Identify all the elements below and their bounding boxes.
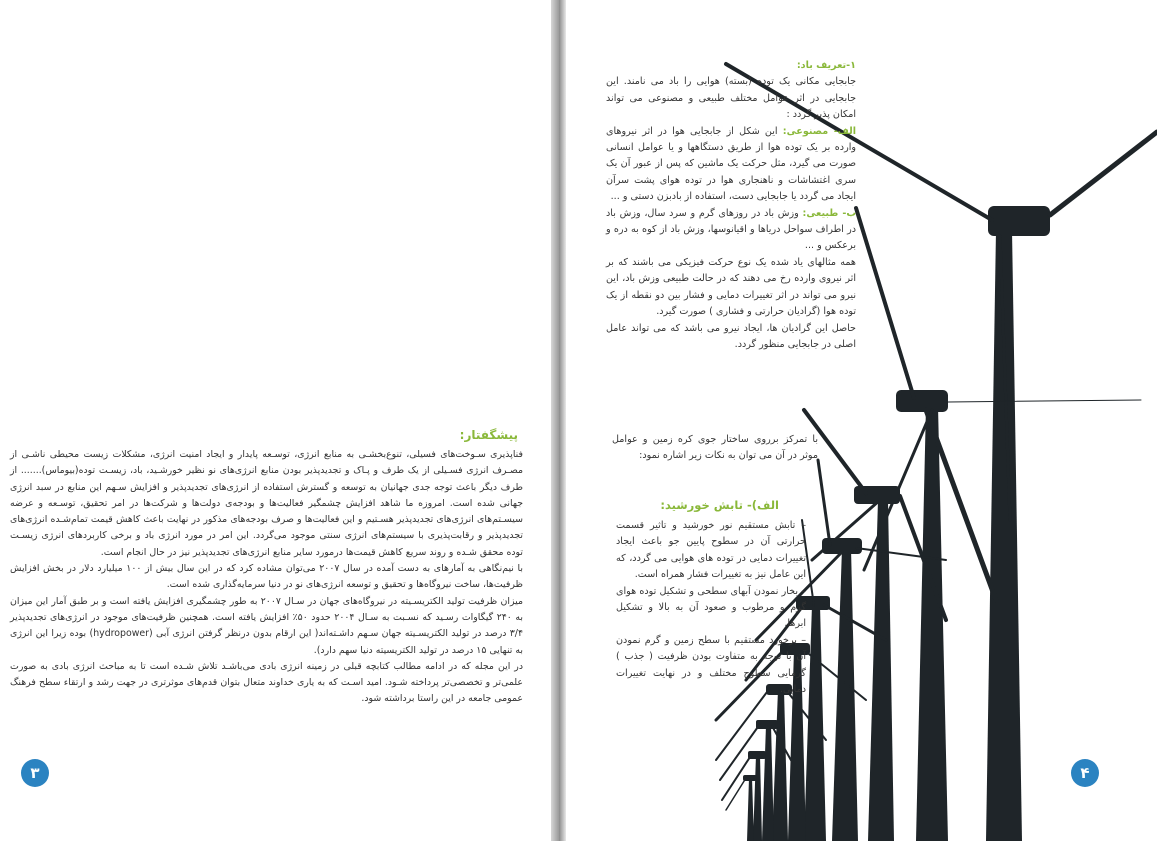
right-page xyxy=(566,0,1157,841)
artificial-label: الف- مصنوعی: xyxy=(782,125,856,137)
page-number-badge: ۳ xyxy=(21,759,49,787)
section-title: پیشگفتار: xyxy=(459,428,518,442)
force-paragraph: همه مثالهای یاد شده یک نوع حرکت فیزیکی می باشند که بر اثر نیروی وارده رخ می دهند که در حالت طبیعی وزش باد، این نیرو می تواند در اثر تغییرات دمایی و فشار بین دو نقطه از یک توده هوا (گرادیان حرارتی و فشاری ) صورت گیرد. xyxy=(606,256,856,318)
wind-definition xyxy=(606,58,856,353)
intro-body xyxy=(10,447,523,708)
gradient-paragraph: حاصل این گرادیان ها، ایجاد نیرو می باشد که می تواند عامل اصلی در جابجایی منظور گردد. xyxy=(606,322,856,350)
definition-title: ۱-تعریف باد: xyxy=(796,60,856,71)
solar-list xyxy=(616,518,806,698)
book-gutter xyxy=(559,0,566,841)
list-item: – بخار نمودن آبهای سطحی و تشکیل توده هوای گرم و مرطوب و صعود آن به بالا و تشکیل ابرها. xyxy=(616,585,806,630)
artificial-text: این شکل از جابجایی هوا در اثر نیروهای وارده بر یک توده هوا از طریق دستگاهها و یا عوامل انسانی صورت می گیرد، مثل حرکت یک ماشین که پس از عبور آن یک سری اغتشاشات و ناهنجاری هوا در توده هوای پشت سرآن ایجاد می گردد یا جابجایی دست، استفاده از بادبزن دستی و ... xyxy=(606,125,856,203)
artificial-paragraph xyxy=(606,124,856,206)
focus-paragraph: با تمرکز برروی ساختار جوی کره زمین و عوامل موثر در آن می توان به نکات زیر اشاره نمود: xyxy=(612,434,818,462)
natural-paragraph xyxy=(606,206,856,255)
left-page xyxy=(0,0,551,841)
paragraph: با نیم‌نگاهی به آمارهای به دست آمده در سال ۲۰۰۷ می‌توان مشاده کرد که در این سال بیش از ۱۰۰ میلیارد دلار در بخش افزایش ظرفیت‌ها، ساخت نیروگاه‌ها و تحقیق و توسعه انرژی‌های نو در دنیا سرمایه‌گذاری شده است. xyxy=(10,563,523,591)
paragraph: در این مجله که در ادامه مطالب کتابچه قبلی در زمینه انرژی بادی می‌باشـد تلاش شـده است تا به مباحث انرژی بادی به صورت علمی‌تر و تخصصی‌تر پرداخته شـود. امید اسـت که به یاری خداوند متعال بتوان قدم‌های موثرتری در جهت رشد و ارتقاء سطح فرهنگ عمومی جامعه در این راستا برداشته شود. xyxy=(10,660,523,705)
definition-paragraph xyxy=(606,58,856,124)
definition-text: جابجایی مکانی یک توده (بسته) هوایی را باد می نامند. این جابجایی در اثر عوامل مختلف طبیعی و مصنوعی می تواند امکان پذیر گردد : xyxy=(606,76,856,121)
solar-title: الف)- تابش خورشید: xyxy=(660,498,779,512)
natural-label: ب- طبیعی: xyxy=(802,207,857,219)
natural-text: وزش باد در روزهای گرم و سرد سال، وزش باد در اطراف سواحل دریاها و اقیانوسها، وزش باد از کوه به دره و برعکس و ... xyxy=(606,207,856,252)
list-item: – برخورد مستقیم با سطح زمین و گرم نمودن آن با توجه به متفاوت بودن ظرفیت ( جذب ) گرمایی سطوح مختلف و در نهایت تغییرات دمایی. xyxy=(616,634,806,696)
book-gutter xyxy=(551,0,559,841)
paragraph: میزان ظرفیت تولید الکتریسـیته در نیروگاه‌های جهان در سـال ۲۰۰۷ به طور چشمگیری افزایش یافته است و بر طبق آمار این میزان به ۲۴۰ گیگاوات رسـید که نسـبت به سـال ۲۰۰۴ حدود ۵۰٪ افزایش یافته است. همچنین ظرفیت‌های موجود در انرژی‌های تجدیدپذیر ۳/۴ درصد در تولید الکتریسـیته جهان سـهم داشـته‌اند( این ارقام بدون درنظر گرفتن انرژی آبی (hydropower) بوده زیرا این انرژی به تنهایی ۱۵ درصد در تولید الکتریسیته دنیا سهم دارد). xyxy=(10,595,523,656)
page-number-badge: ۴ xyxy=(1071,759,1099,787)
paragraph: فناپذیری سـوخت‌های فسیلی، تنوع‌بخشـی به منابع انرژی، توسـعه پایدار و ایجاد امنیت انرژی، مشکلات زیست محیطی ناشـی از مصـرف انرژی فسـیلی از یک طرف و پـاک و تجدیدپذیر بودن منابع انرژی‌های نو نظیر خورشـید، باد، زیسـت توده(بیوماس)....... از طرف دیگر باعث توجه جدی جهانیان به توسعه و گسترش استفاده از انرژی‌های تجدیدپذیر و افزایش سـهم این منابع در سبد انرژی جهانی شده است. امروزه ما شاهد افزایش چشمگیر فعالیت‌ها و بودجه‌ی دولت‌ها و شرکت‌ها در امر تحقیق، توسـعه و عرضه سیسـتم‌های انرژی‌های تجدیدپذیر هسـتیم و این فعالیت‌ها و صرف بودجه‌های مذکور در نهایت باعث کاهش قیمت تمام‌شـده انرژی‌های تجدیدپذیر و رقابت‌پذیری با سیستم‌های انرژی سنتی موجود می‌گردد. این امر در مورد انرژی باد و برخی کاربردهای انرژی زیسـت توده محقق شـده و روند سریع کاهش قیمت‌ها درمورد سایر منابع انرژی‌های تجدیدپذیر نیز در حال انجام است. xyxy=(10,449,523,558)
list-item: – تابش مستقیم نور خورشید و تاثیر قسمت حرارتی آن در سطوح پایین جو باعث ایجاد تغییرات دمایی در توده های هوایی می گردد، که این عامل نیز به تغییرات فشار همراه است. xyxy=(616,520,806,581)
